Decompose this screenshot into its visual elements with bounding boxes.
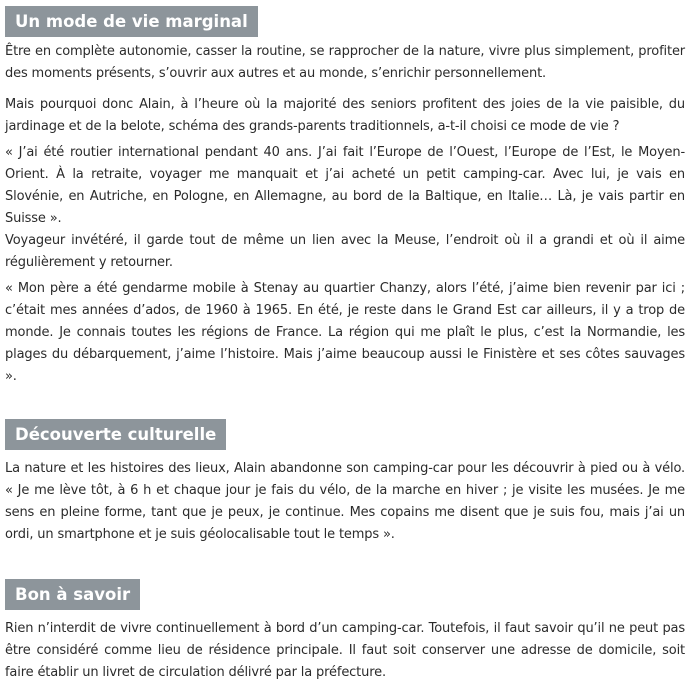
paragraph: La nature et les histoires des lieux, Alain abandonne son camping-car pour les découvrir à pied ou à vélo. « Je me lève tôt, à 6 h et chaque jour je fais du vélo, de la marche en hiver ; je visite les musées. Je me sens en pleine forme, tant que je peux, je continue. Mes copains me disent que je suis fou, mais j’ai un ordi, un smartphone et je suis géolocalisable tout le temps ». <box>5 461 685 542</box>
section-title-mode-de-vie: Un mode de vie marginal <box>5 6 258 37</box>
section-title-decouverte: Découverte culturelle <box>5 419 226 450</box>
paragraph: Mais pourquoi donc Alain, à l’heure où la majorité des seniors profitent des joies de la vie paisible, du jardinage et de la belote, schéma des grands-parents traditionnels, a-t-il choisi ce mode de vie ? <box>5 97 685 134</box>
section-title-bon-a-savoir: Bon à savoir <box>5 579 140 610</box>
paragraph: « J’ai été routier international pendant 40 ans. J’ai fait l’Europe de l’Ouest, l’Europe de l’Est, le Moyen-Orient. À la retraite, voyager me manquait et j’ai acheté un petit camping-car. Avec lui, je vais en Slovénie, en Autriche, en Pologne, en Allemagne, au bord de la Baltique, en Italie… Là, je vais partir en Suisse ». <box>5 145 685 226</box>
paragraph: Rien n’interdit de vivre continuellement à bord d’un camping-car. Toutefois, il faut savoir qu’il ne peut pas être considéré comme lieu de résidence principale. Il faut soit conserver une adresse de domicile, soit faire établir un livret de circulation délivré par la préfecture. <box>5 621 685 680</box>
paragraph: Voyageur invétéré, il garde tout de même un lien avec la Meuse, l’endroit où il a grandi et où il aime régulièrement y retourner. <box>5 233 685 270</box>
paragraph: « Mon père a été gendarme mobile à Stenay au quartier Chanzy, alors l’été, j’aime bien revenir par ici ; c’était mes années d’ados, de 1960 à 1965. En été, je reste dans le Grand Est car ailleurs, il y a trop de monde. Je connais toutes les régions de France. La région qui me plaît le plus, c’est la Normandie, les plages du débarquement, j’aime l’histoire. Mais j’aime beaucoup aussi le Finistère et ses côtes sauvages ». <box>5 281 685 384</box>
paragraph: Être en complète autonomie, casser la routine, se rapprocher de la nature, vivre plus simplement, profiter des moments présents, s’ouvrir aux autres et au monde, s’enrichir personnellement. <box>5 44 685 81</box>
